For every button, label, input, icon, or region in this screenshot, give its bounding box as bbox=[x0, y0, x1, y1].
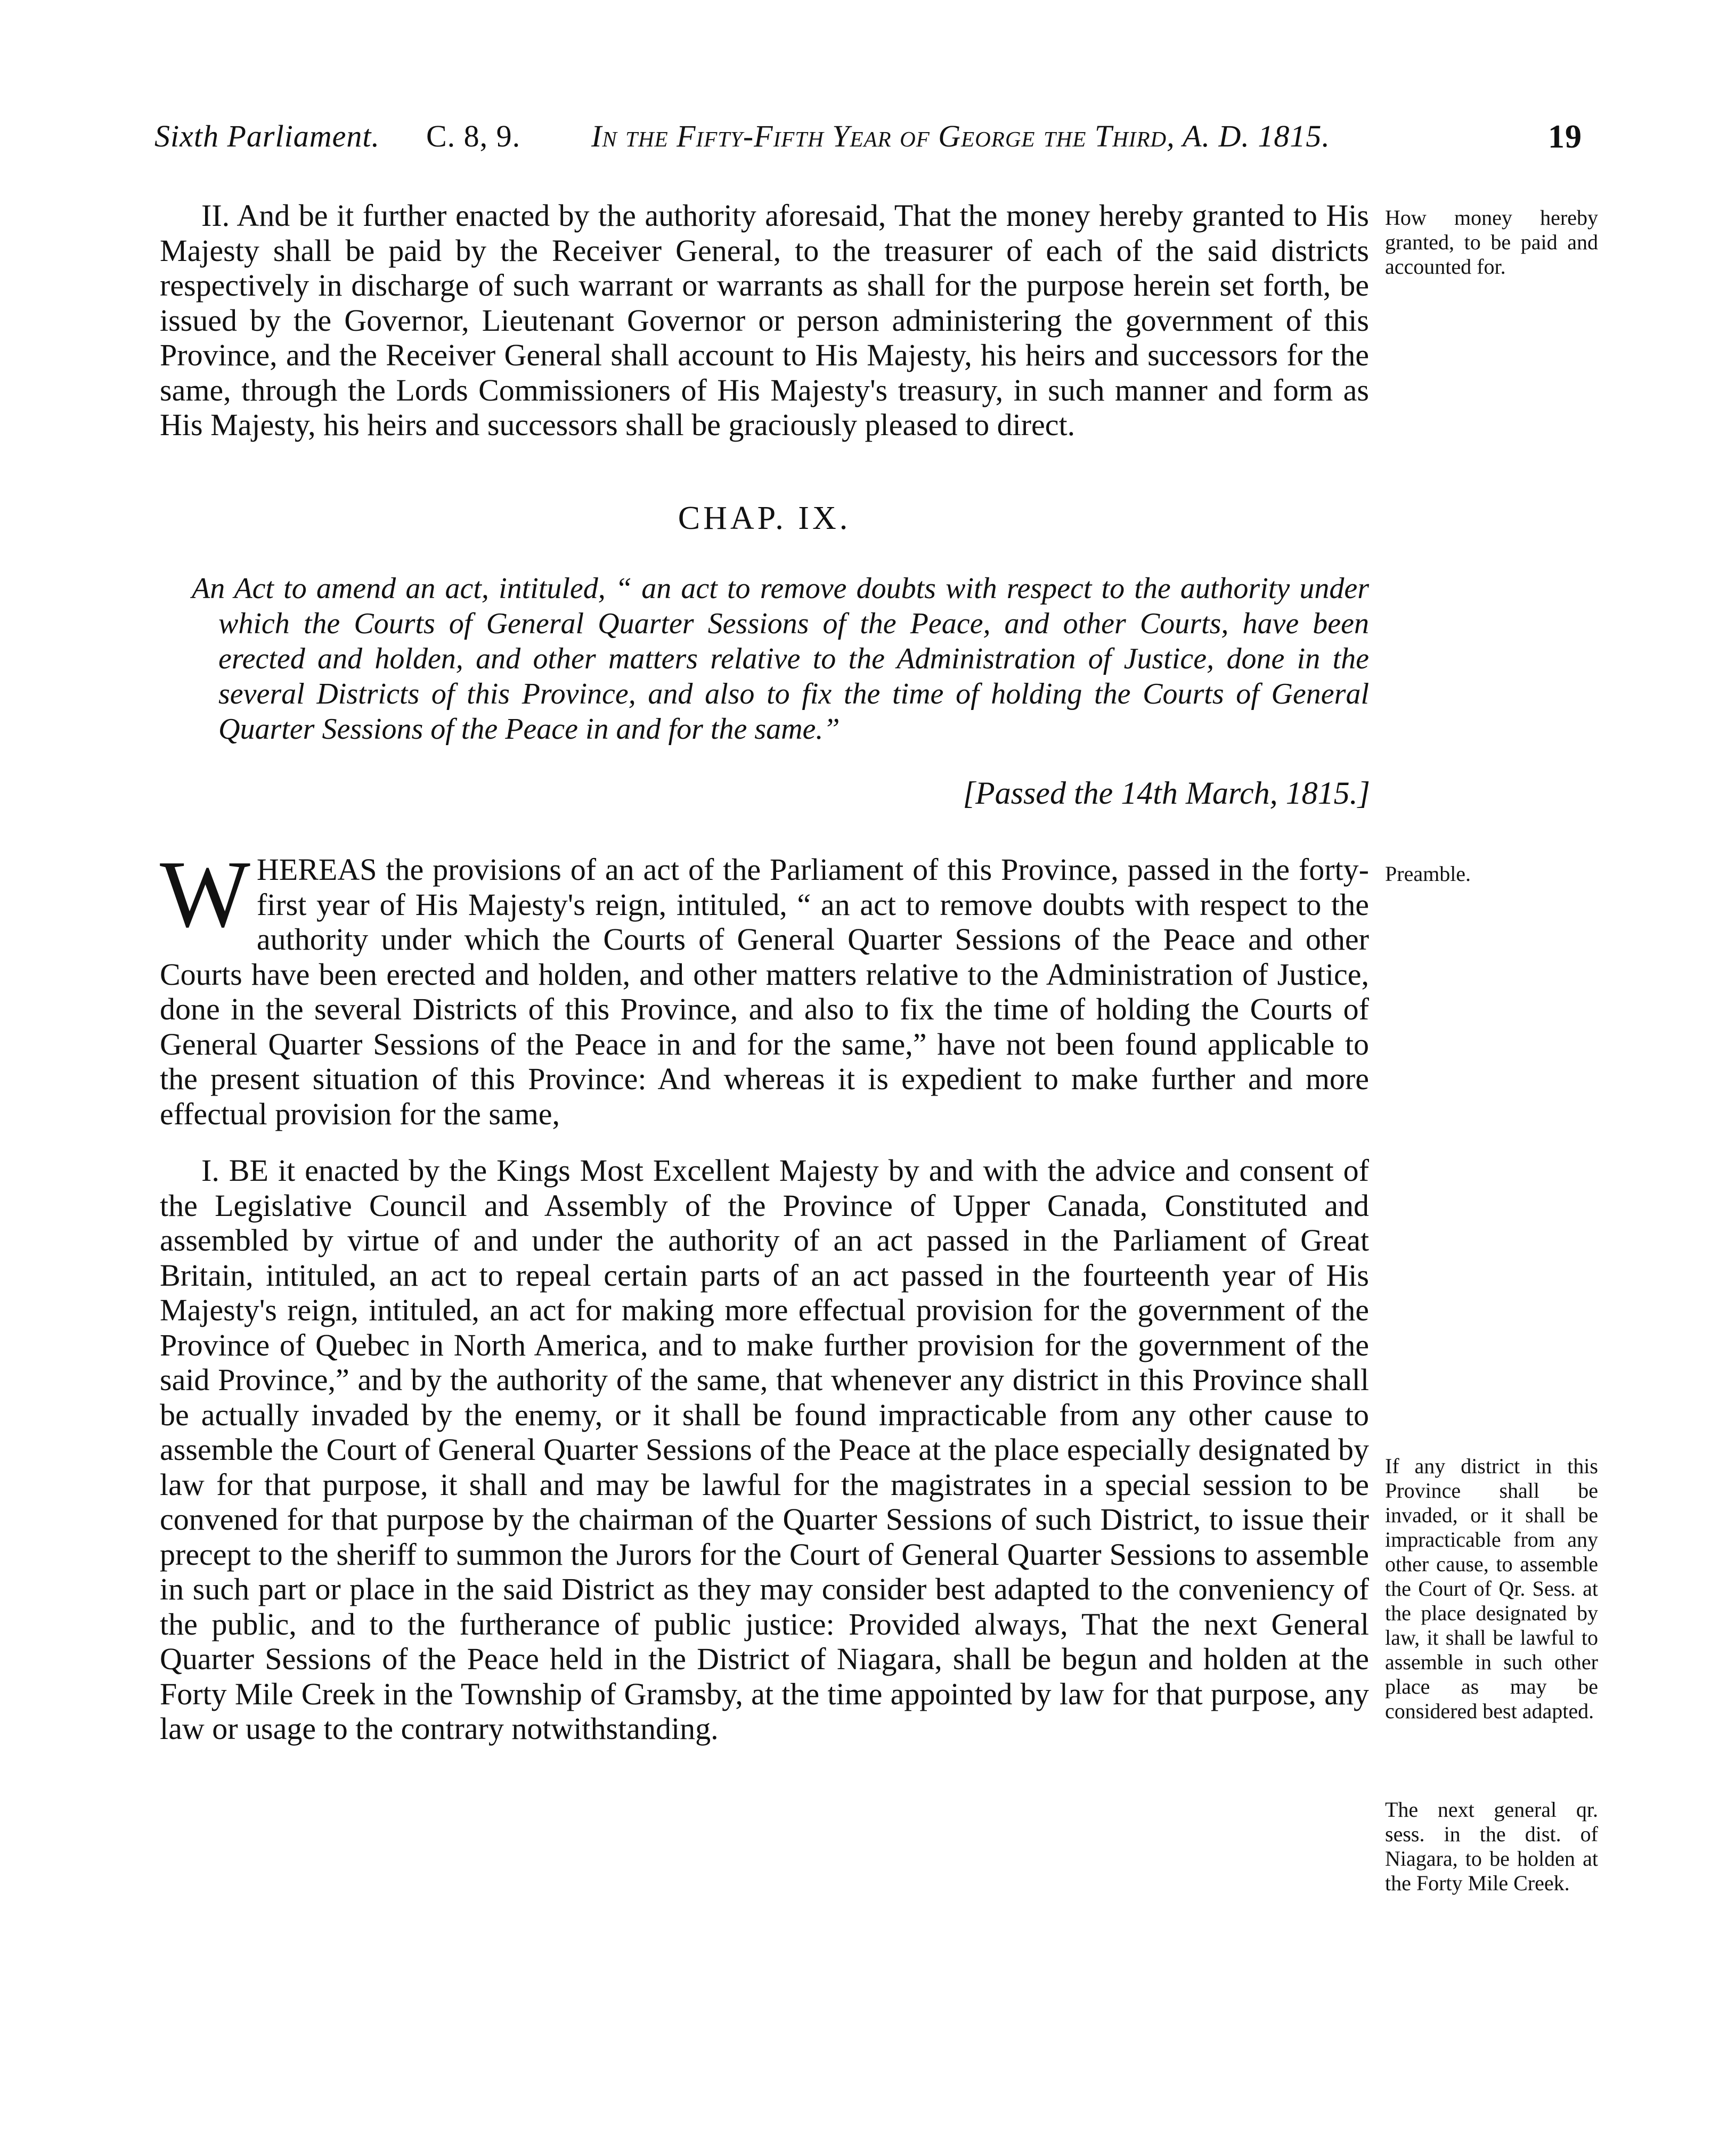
margin-note-money: How money hereby granted, to be paid and accounted for. bbox=[1385, 206, 1598, 279]
header-year: In the Fifty-Fifth Year of George the Third, A. D. 1815. bbox=[591, 119, 1330, 153]
preamble-body: HEREAS the provisions of an act of the Parliament of this Province, passed in the forty-first year of His Majesty's reign, intituled, “ an act to remove doubts with respect to the authority under which the Courts of General Quarter Sessions of the Peace and other Courts have been erected and holden, and other matters relative to the Administration of Justice, done in the several Districts of this Province, and also to fix the time of holding the Courts of General Quarter Sessions of the Peace in and for the same,” have not been found applicable to the present situation of this Province: And whereas it is expedient to make further and more effectual provision for the same, bbox=[160, 852, 1369, 1131]
section-2-text bbox=[160, 198, 1369, 478]
drop-cap: W bbox=[160, 841, 250, 947]
margin-note-district: If any district in this Province shall be invaded, or it shall be impracticable from any other cause, to assemble the Court of Qr. Sess. at the place designated by law, it shall be lawful to assemble in such other place as may be considered best adapted. bbox=[1385, 1454, 1598, 1723]
enactment-text bbox=[160, 1153, 1369, 1845]
margin-note-next-session: The next general qr. sess. in the dist. of Niagara, to be holden at the Forty Mile Creek. bbox=[1385, 1798, 1598, 1895]
section-2-paragraph: II. And be it further enacted by the authority aforesaid, That the money hereby granted to His Majesty shall be paid by the Receiver General, to the treasurer of each of the said districts respectively in discharge of such warrant or warrants as shall for the purpose herein set forth, be issued by the Governor, Lieutenant Governor or person administering the government of this Province, and the Receiver General shall account to His Majesty, his heirs and successors for the same, through the Lords Commissioners of His Majesty's treasury, in such manner and form as His Majesty, his heirs and successors shall be graciously pleased to direct. bbox=[160, 198, 1369, 442]
page-number: 19 bbox=[1548, 119, 1582, 155]
act-title: An Act to amend an act, intituled, “ an act to remove doubts with respect to the authority under which the Courts of General Quarter Sessions of the Peace, and other Courts, have been erected and holden, and other matters relative to the Administration of Justice, done in the several Districts of this Province, and also to fix the time of holding the Courts of General Quarter Sessions of the Peace in and for the same.” bbox=[192, 572, 1369, 746]
running-header bbox=[154, 118, 1582, 166]
enactment-paragraph: I. BE it enacted by the Kings Most Excellent Majesty by and with the advice and consent of the Legislative Council and Assembly of the Province of Upper Canada, Constituted and assembled by virtue of and under the authority of an act passed in the Parliament of Great Britain, intituled, an act to repeal certain parts of an act passed in the fourteenth year of His Majesty's reign, intituled, an act for making more effectual provision for the government of the Province of Quebec in North America, and to make further provision for the government of the said Province,” and by the authority of the same, that whenever any district in this Province shall be actually invaded by the enemy, or it shall be found impracticable from any other cause to assemble the Court of General Quarter Sessions of the Peace at the place especially designated by law for that purpose, it shall and may be lawful for the magistrates in a special session to be convened for that purpose by the chairman of the Quarter Sessions of such District, to issue their precept to the sheriff to summon the Jurors for the Court of General Quarter Sessions to assemble in such part or place in the said District as they may consider best adapted to the conveniency of the public, and to the furtherance of public justice: Provided always, That the next General Quarter Sessions of the Peace held in the District of Niagara, shall be begun and holden at the Forty Mile Creek in the Township of Gramsby, at the time appointed by law for that purpose, any law or usage to the contrary notwithstanding. bbox=[160, 1153, 1369, 1746]
passed-date: [Passed the 14th March, 1815.] bbox=[963, 775, 1370, 811]
chapter-heading: CHAP. IX. bbox=[678, 500, 851, 536]
preamble-paragraph bbox=[160, 841, 1369, 1131]
margin-note-preamble: Preamble. bbox=[1385, 862, 1471, 886]
header-chapter: C. 8, 9. bbox=[426, 119, 521, 153]
header-parliament: Sixth Parliament. bbox=[154, 119, 380, 153]
